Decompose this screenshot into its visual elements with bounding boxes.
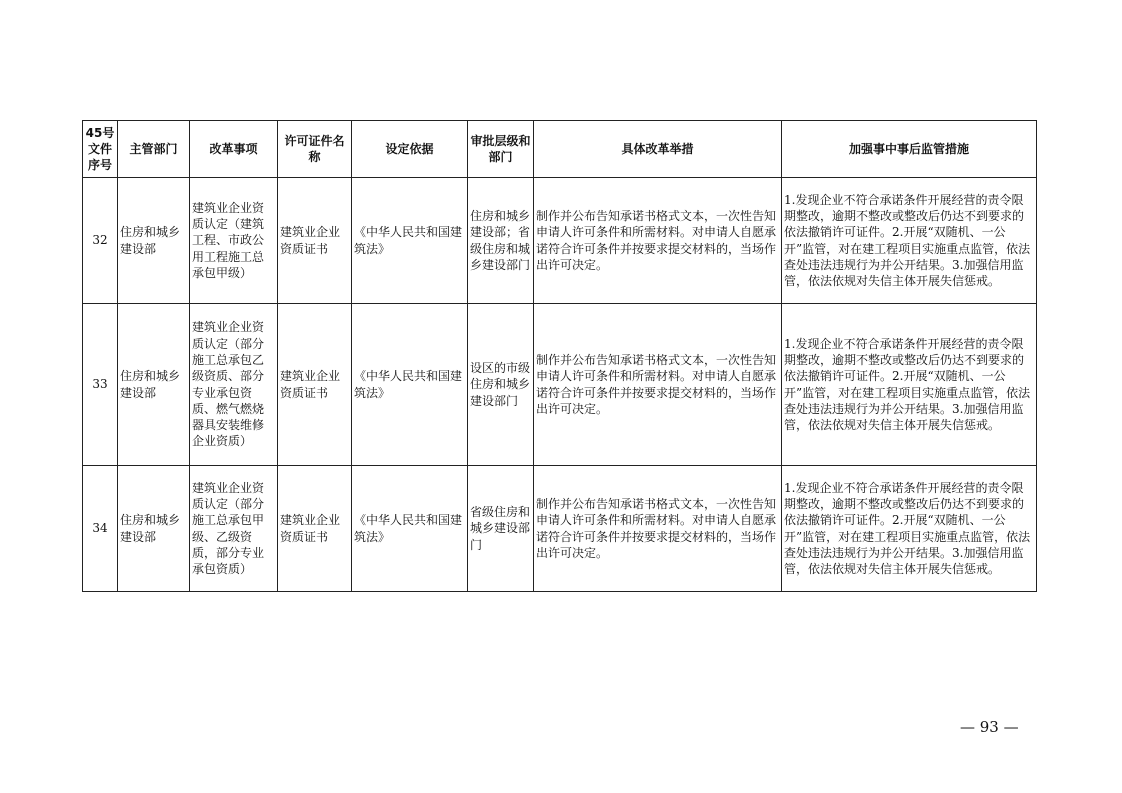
cell-item: 建筑业企业资质认定（建筑工程、市政公用工程施工总承包甲级） [190, 178, 278, 304]
table-row [83, 466, 1037, 592]
cell-dept: 住房和城乡建设部 [118, 304, 190, 466]
header-item: 改革事项 [190, 121, 278, 178]
cell-dept: 住房和城乡建设部 [118, 466, 190, 592]
cell-level: 省级住房和城乡建设部门 [468, 466, 534, 592]
cell-measure: 制作并公布告知承诺书格式文本，一次性告知申请人许可条件和所需材料。对申请人自愿承诺符合许可条件并按要求提交材料的，当场作出许可决定。 [534, 466, 782, 592]
header-measure: 具体改革举措 [534, 121, 782, 178]
header-dept: 主管部门 [118, 121, 190, 178]
cell-basis: 《中华人民共和国建筑法》 [352, 466, 468, 592]
header-seq: 45号文件序号 [83, 121, 118, 178]
cell-measure: 制作并公布告知承诺书格式文本，一次性告知申请人许可条件和所需材料。对申请人自愿承诺符合许可条件并按要求提交材料的，当场作出许可决定。 [534, 304, 782, 466]
page-number: — 93 — [960, 718, 1019, 736]
header-basis: 设定依据 [352, 121, 468, 178]
cell-measure: 制作并公布告知承诺书格式文本，一次性告知申请人许可条件和所需材料。对申请人自愿承诺符合许可条件并按要求提交材料的，当场作出许可决定。 [534, 178, 782, 304]
cell-supervision: 1.发现企业不符合承诺条件开展经营的责令限期整改，逾期不整改或整改后仍达不到要求的依法撤销许可证件。2.开展“双随机、一公开”监管，对在建工程项目实施重点监管，依法查处违法违规行为并公开结果。3.加强信用监管，依法依规对失信主体开展失信惩戒。 [782, 304, 1037, 466]
cell-supervision: 1.发现企业不符合承诺条件开展经营的责令限期整改，逾期不整改或整改后仍达不到要求的依法撤销许可证件。2.开展“双随机、一公开”监管，对在建工程项目实施重点监管，依法查处违法违规行为并公开结果。3.加强信用监管，依法依规对失信主体开展失信惩戒。 [782, 466, 1037, 592]
cell-license: 建筑业企业资质证书 [278, 178, 352, 304]
cell-item: 建筑业企业资质认定（部分施工总承包乙级资质、部分专业承包资质、燃气燃烧器具安装维修企业资质） [190, 304, 278, 466]
cell-seq: 32 [83, 178, 118, 304]
cell-seq: 34 [83, 466, 118, 592]
table-row [83, 178, 1037, 304]
cell-level: 设区的市级住房和城乡建设部门 [468, 304, 534, 466]
cell-item: 建筑业企业资质认定（部分施工总承包甲级、乙级资质，部分专业承包资质） [190, 466, 278, 592]
cell-dept: 住房和城乡建设部 [118, 178, 190, 304]
cell-level: 住房和城乡建设部；省级住房和城乡建设部门 [468, 178, 534, 304]
table-row [83, 304, 1037, 466]
cell-basis: 《中华人民共和国建筑法》 [352, 304, 468, 466]
header-level: 审批层级和部门 [468, 121, 534, 178]
cell-supervision: 1.发现企业不符合承诺条件开展经营的责令限期整改，逾期不整改或整改后仍达不到要求的依法撤销许可证件。2.开展“双随机、一公开”监管，对在建工程项目实施重点监管，依法查处违法违规行为并公开结果。3.加强信用监管，依法依规对失信主体开展失信惩戒。 [782, 178, 1037, 304]
header-row [83, 121, 1037, 178]
cell-license: 建筑业企业资质证书 [278, 466, 352, 592]
reform-table [82, 120, 1037, 592]
header-license: 许可证件名称 [278, 121, 352, 178]
cell-seq: 33 [83, 304, 118, 466]
header-supervision: 加强事中事后监管措施 [782, 121, 1037, 178]
cell-license: 建筑业企业资质证书 [278, 304, 352, 466]
cell-basis: 《中华人民共和国建筑法》 [352, 178, 468, 304]
